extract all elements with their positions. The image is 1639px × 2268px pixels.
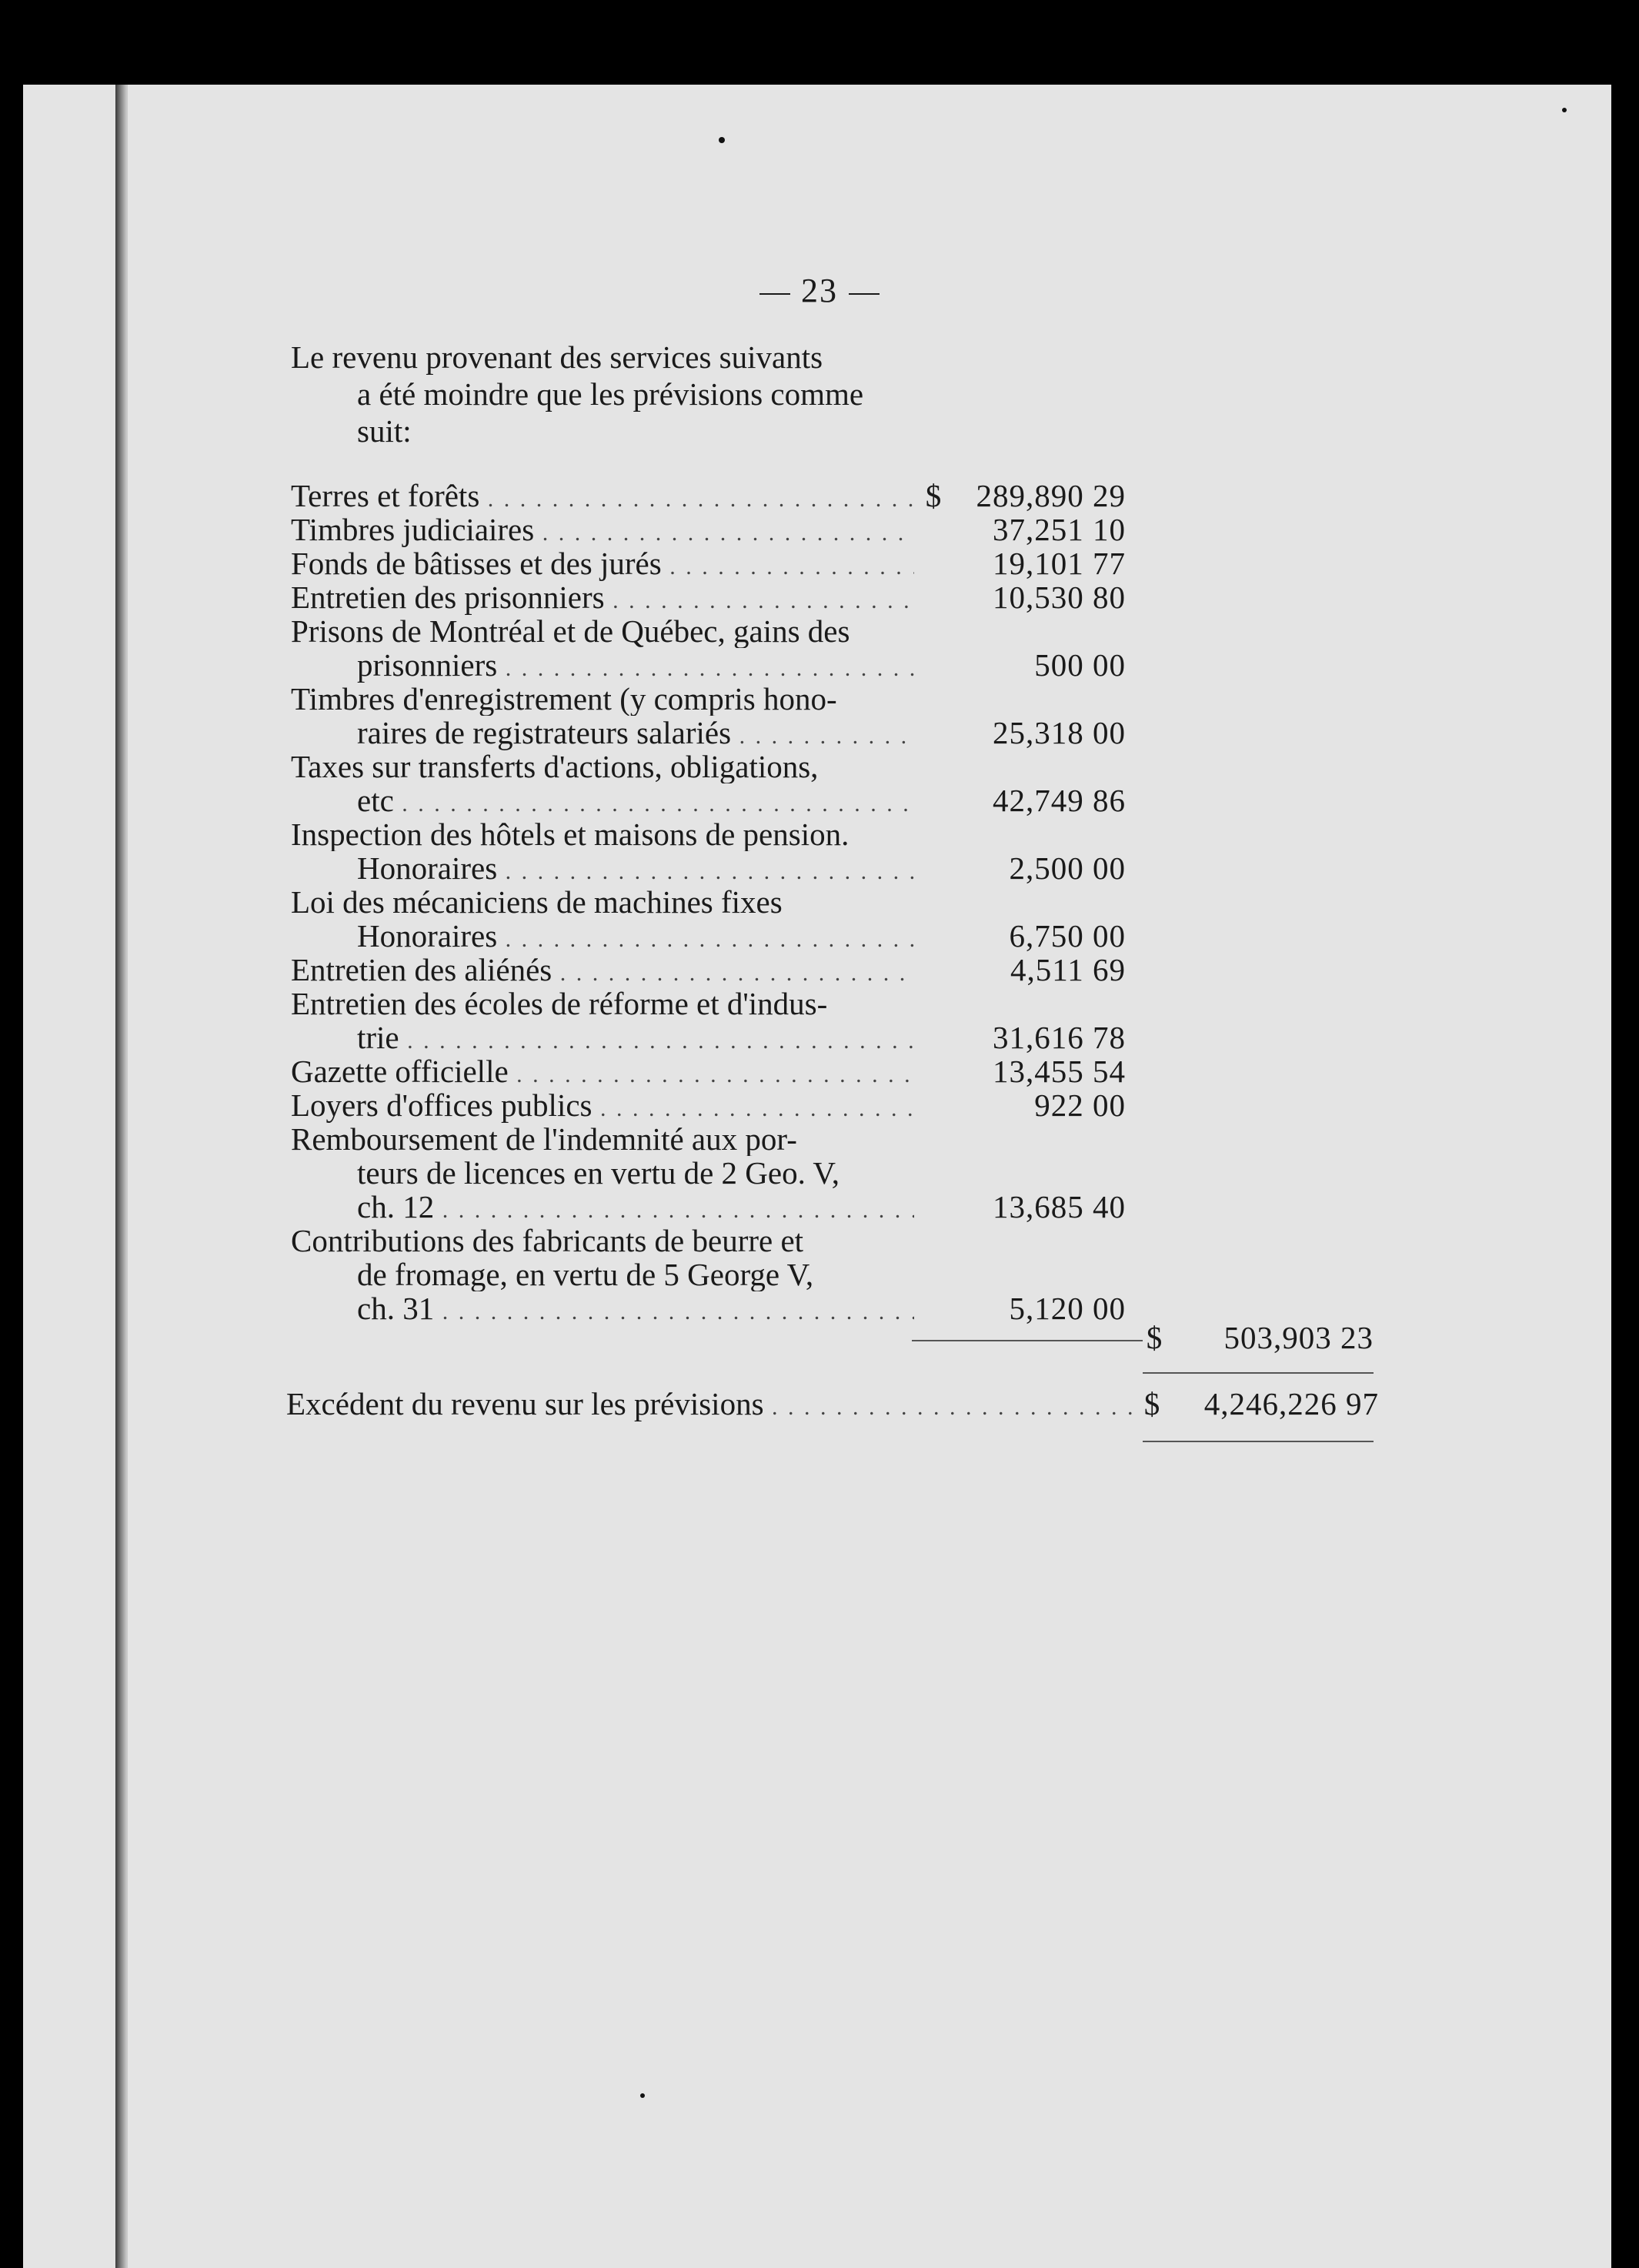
item-description: Loyers d'offices publics . . .: [291, 1088, 914, 1126]
item-currency: $: [925, 478, 942, 513]
item-description: Remboursement de l'indemnité aux por-: [291, 1122, 797, 1156]
item-line: [291, 953, 1384, 987]
item-description: Inspection des hôtels et maisons de pension.: [291, 817, 850, 851]
item-amount: 922 00: [1034, 1087, 1126, 1123]
item-description: Entretien des prisonniers . . .: [291, 580, 914, 618]
speck: [640, 2093, 645, 2098]
item-line: [291, 1088, 1384, 1122]
excess-label: Excédent du revenu sur les prévisions . . .: [286, 1385, 1133, 1422]
item-line: [291, 885, 1384, 919]
item-line: [291, 817, 1384, 851]
item-description: Terres et forêts . . .: [291, 479, 914, 516]
excess-currency: $: [1143, 1386, 1160, 1421]
revenue-item: [291, 614, 1384, 682]
item-description: teurs de licences en vertu de 2 Geo. V,: [357, 1156, 840, 1190]
item-line: [291, 479, 1384, 513]
item-description: Gazette officielle . . .: [291, 1054, 914, 1092]
item-description: Entretien des écoles de réforme et d'indus-: [291, 987, 828, 1020]
item-line: [291, 1122, 1384, 1156]
item-line: [291, 580, 1384, 614]
item-description: Honoraires . . .: [357, 851, 914, 889]
item-amount: 6,750 00: [1009, 918, 1126, 954]
item-description: Timbres d'enregistrement (y compris hono-: [291, 682, 837, 716]
item-description: Taxes sur transferts d'actions, obligations,: [291, 750, 819, 783]
intro-paragraph: [291, 339, 930, 449]
item-amount: 289,890 29: [976, 478, 1126, 513]
column-rule: [912, 1340, 1143, 1341]
revenue-item: [291, 750, 1384, 817]
excess-amount: 4,246,226 97: [1203, 1386, 1379, 1421]
item-amount: 2,500 00: [1009, 850, 1126, 886]
excess-row: [286, 1385, 1387, 1419]
item-amount: 19,101 77: [993, 546, 1126, 581]
binding-spine: [115, 85, 128, 2268]
revenue-item: [291, 817, 1384, 885]
item-line: [291, 1258, 1384, 1291]
item-line: [291, 614, 1384, 648]
item-line: [291, 1190, 1384, 1224]
subtotal-currency: $: [1146, 1320, 1163, 1355]
item-line: [291, 716, 1384, 750]
column-rule: [1143, 1372, 1374, 1374]
item-line: [291, 919, 1384, 953]
revenue-item: [291, 885, 1384, 953]
item-line: [291, 1054, 1384, 1088]
revenue-item: [291, 682, 1384, 750]
revenue-item: [291, 987, 1384, 1054]
item-amount: 13,455 54: [993, 1054, 1126, 1089]
revenue-item: [291, 953, 1384, 987]
item-amount: 37,251 10: [993, 512, 1126, 547]
item-amount: 13,685 40: [993, 1189, 1126, 1224]
item-line: [291, 682, 1384, 716]
item-amount: 5,120 00: [1009, 1291, 1126, 1326]
page-number-text: 23: [801, 272, 838, 309]
item-description: ch. 12 . . .: [357, 1190, 914, 1228]
item-amount: 500 00: [1034, 647, 1126, 683]
item-line: [291, 648, 1384, 682]
subtotal-row: [1139, 1319, 1377, 1353]
item-amount: 10,530 80: [993, 580, 1126, 615]
item-line: [291, 1156, 1384, 1190]
speck: [1562, 108, 1567, 112]
revenue-item: [291, 513, 1384, 546]
item-description: Timbres judiciaires . . .: [291, 513, 914, 550]
item-description: prisonniers . . .: [357, 648, 914, 686]
item-line: [291, 546, 1384, 580]
item-description: raires de registrateurs salariés . . .: [357, 716, 914, 753]
speck: [719, 137, 725, 143]
subtotal-amount: 503,903 23: [1223, 1320, 1374, 1355]
dash-left: [759, 293, 790, 295]
item-line: [291, 1020, 1384, 1054]
item-amount: 31,616 78: [993, 1020, 1126, 1055]
item-line: [291, 513, 1384, 546]
item-description: Contributions des fabricants de beurre et: [291, 1224, 804, 1258]
item-amount: 25,318 00: [993, 715, 1126, 750]
item-line: [291, 783, 1384, 817]
revenue-item: [291, 580, 1384, 614]
item-amount: 42,749 86: [993, 783, 1126, 818]
item-description: de fromage, en vertu de 5 George V,: [357, 1258, 814, 1291]
item-description: Loi des mécaniciens de machines fixes: [291, 885, 783, 919]
item-line: [291, 987, 1384, 1020]
column-rule: [1143, 1441, 1374, 1442]
item-line: [291, 851, 1384, 885]
revenue-item: [291, 1054, 1384, 1088]
revenue-item: [291, 479, 1384, 513]
item-description: ch. 31 . . .: [357, 1291, 914, 1329]
revenue-item: [291, 1224, 1384, 1325]
intro-line: Le revenu provenant des services suivants: [291, 339, 823, 375]
item-description: Entretien des aliénés . . .: [291, 953, 914, 990]
item-line: [291, 750, 1384, 783]
revenue-item: [291, 1088, 1384, 1122]
item-description: trie . . .: [357, 1020, 914, 1058]
item-description: etc . . .: [357, 783, 914, 821]
item-description: Honoraires . . .: [357, 919, 914, 957]
revenue-item: [291, 1122, 1384, 1224]
revenue-items-table: [291, 479, 1384, 1325]
item-description: Fonds de bâtisses et des jurés . . .: [291, 546, 914, 584]
item-line: [291, 1224, 1384, 1258]
page-number: [0, 271, 1639, 310]
item-description: Prisons de Montréal et de Québec, gains des: [291, 614, 850, 648]
intro-line: suit:: [357, 413, 412, 449]
item-amount: 4,511 69: [1010, 952, 1126, 987]
revenue-item: [291, 546, 1384, 580]
dash-right: [849, 293, 880, 295]
intro-line: a été moindre que les prévisions comme: [357, 376, 864, 412]
